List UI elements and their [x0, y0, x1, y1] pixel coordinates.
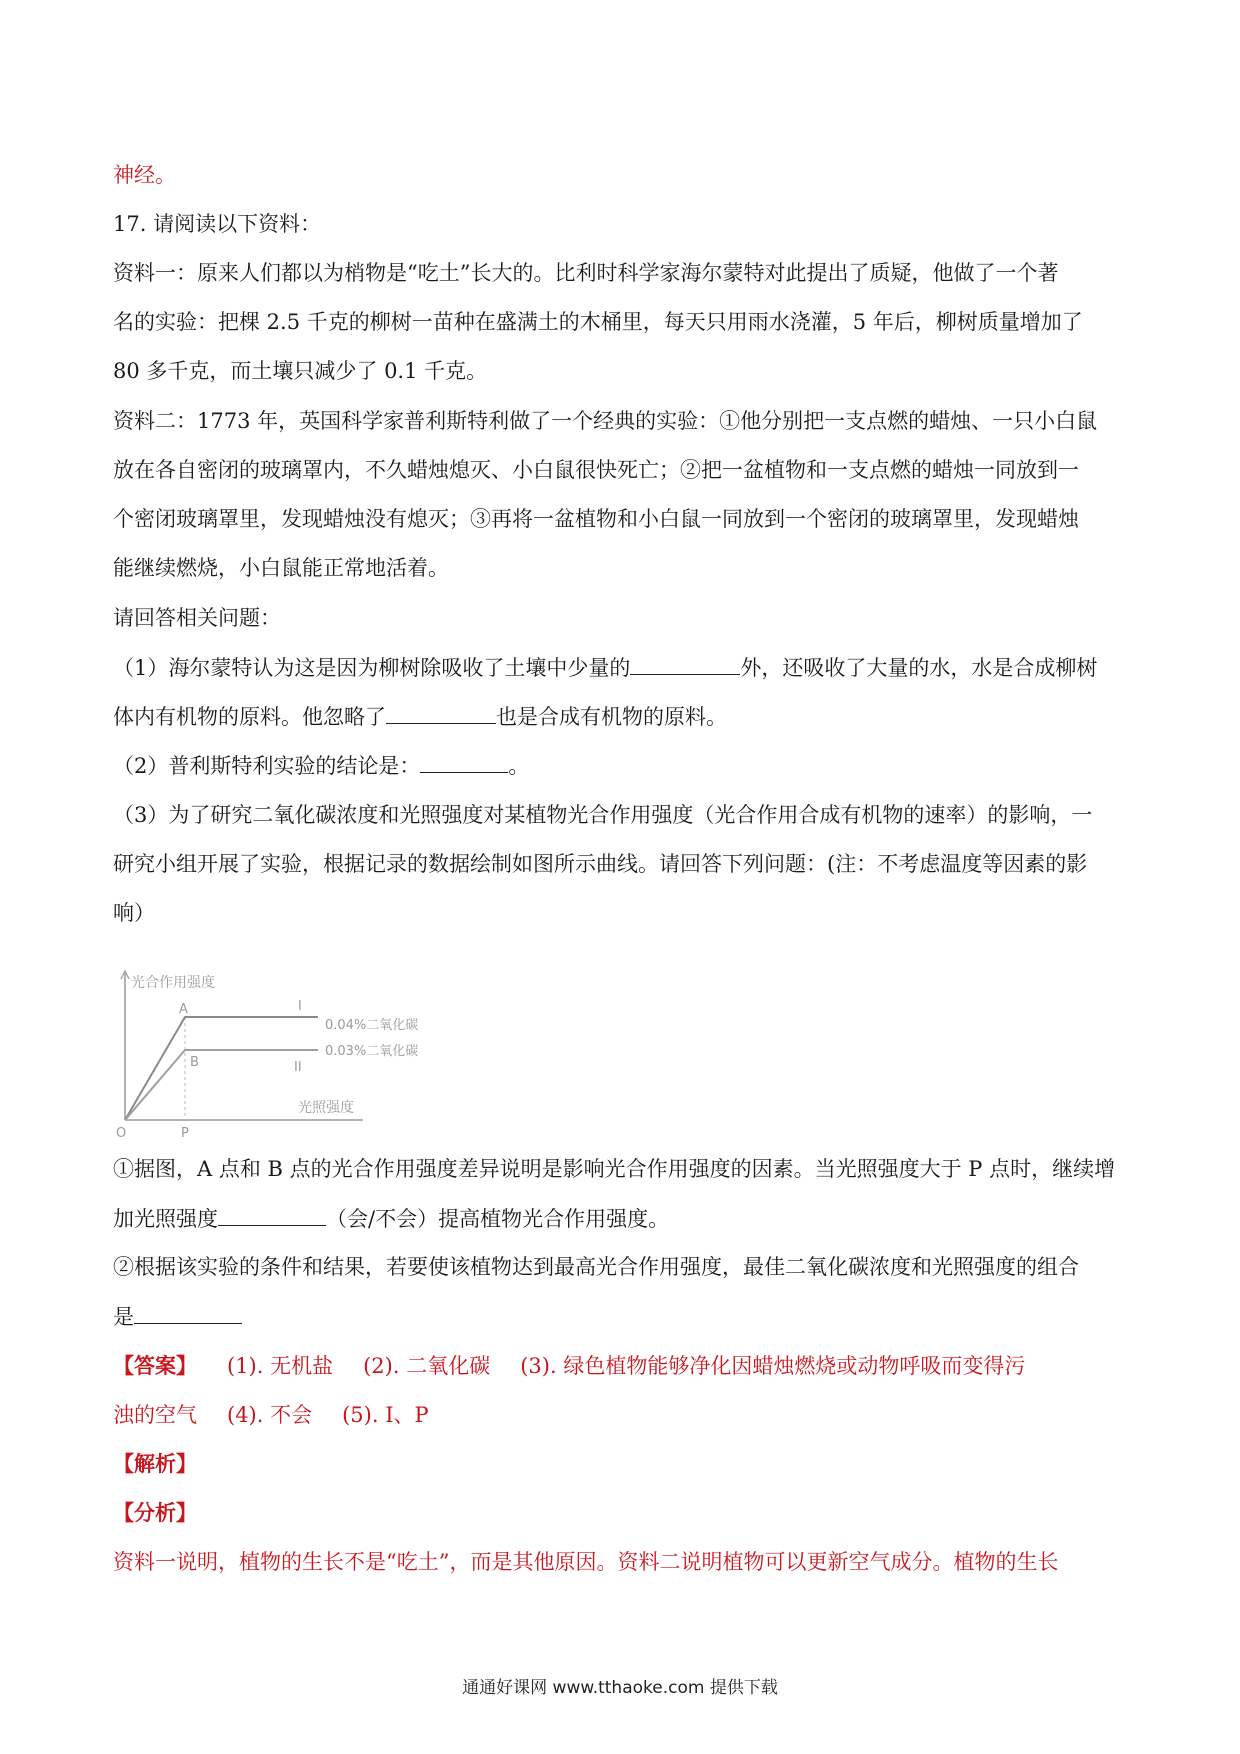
- curve-ii-name: 0.03%二氧化碳: [325, 1044, 419, 1059]
- question-number: 17. 请阅读以下资料：: [113, 212, 322, 236]
- curve-ii: [125, 1050, 318, 1120]
- analysis-subheading: 【分析】: [113, 1500, 197, 1525]
- answer-2: (2). 二氧化碳: [363, 1354, 491, 1378]
- text-line: 能继续燃烧，小白鼠能正常地活着。: [113, 556, 449, 580]
- b-label: B: [190, 1055, 199, 1070]
- curve-i-mark: I: [298, 999, 302, 1014]
- subquestion-2: ②根据该实验的条件和结果，若要使该植物达到最高光合作用强度，最佳二氧化碳浓度和光照强度的组合: [113, 1255, 1079, 1279]
- answer-blank: [134, 1301, 242, 1324]
- a-label: A: [179, 1002, 188, 1017]
- text-line: 资料二：1773 年，英国科学家普利斯特利做了一个经典的实验：①他分别把一支点燃的蜡烛、一只小白鼠: [113, 409, 1098, 433]
- text-line: 放在各自密闭的玻璃罩内，不久蜡烛熄灭、小白鼠很快死亡；②把一盆植物和一支点燃的蜡烛一同放到一: [113, 458, 1079, 482]
- answer-blank: [386, 701, 496, 724]
- photosynthesis-figure: [113, 965, 453, 1140]
- question-2: [113, 750, 529, 781]
- text-line: 神经。: [113, 163, 176, 187]
- question-1-text-c: 体内有机物的原料。他忽略了: [113, 705, 386, 729]
- answer-1: (1). 无机盐: [227, 1354, 334, 1378]
- line-graph: [113, 965, 453, 1140]
- question-2-end: 。: [508, 754, 530, 778]
- answer-line-cont: [113, 1400, 429, 1430]
- question-1-cont: [113, 701, 727, 732]
- p-label: P: [181, 1126, 189, 1140]
- question-1: [113, 652, 1097, 683]
- answer-3: (3). 绿色植物能够净化因蜡烛燃烧或动物呼吸而变得污: [520, 1354, 1026, 1378]
- curve-ii-mark: II: [294, 1060, 302, 1075]
- question-1-text-a: （1）海尔蒙特认为这是因为柳树除吸收了土壤中少量的: [113, 656, 631, 680]
- question-3: （3）为了研究二氧化碳浓度和光照强度对某植物光合作用强度（光合作用合成有机物的速率）的影响，一: [113, 803, 1093, 827]
- answer-4: (4). 不会: [227, 1403, 313, 1427]
- analysis-heading: 【解析】: [113, 1451, 197, 1476]
- text-line: 名的实验：把棵 2.5 千克的柳树一苗种在盛满土的木桶里，每天只用雨水浇灌，5 年后，柳树质量增加了: [113, 310, 1083, 334]
- origin-label: O: [116, 1126, 127, 1140]
- curve-i: [125, 1017, 318, 1120]
- text-line: 个密闭玻璃罩里，发现蜡烛没有熄灭；③再将一盆植物和小白鼠一同放到一个密闭的玻璃罩里，发现蜡烛: [113, 507, 1079, 531]
- answer-label: 【答案】: [113, 1353, 197, 1378]
- x-axis-label: 光照强度: [298, 1100, 354, 1116]
- answer-3-cont: 浊的空气: [113, 1403, 197, 1427]
- text-line: 80 多千克，而土壤只减少了 0.1 千克。: [113, 359, 488, 383]
- curve-i-name: 0.04%二氧化碳: [325, 1018, 419, 1033]
- text-line: 响）: [113, 901, 155, 925]
- question-1-text-b: 外，还吸收了大量的水，水是合成柳树: [740, 656, 1098, 680]
- analysis-text: 资料一说明，植物的生长不是“吃土”，而是其他原因。资料二说明植物可以更新空气成分。植物的生长: [113, 1550, 1059, 1574]
- subquestion-1: ①据图，A 点和 B 点的光合作用强度差异说明是影响光合作用强度的因素。当光照强度大于 P 点时，继续增: [113, 1157, 1116, 1181]
- answer-blank: [218, 1203, 326, 1226]
- subquestion-1-cont: [113, 1203, 669, 1234]
- subquestion-2-cont: [113, 1301, 242, 1332]
- text-line: 请回答相关问题：: [113, 606, 281, 630]
- subquestion-2-text: 是: [113, 1305, 134, 1329]
- text-line: 研究小组开展了实验，根据记录的数据绘制如图所示曲线。请回答下列问题：(注：不考虑温度等因素的影: [113, 852, 1088, 876]
- question-1-text-d: 也是合成有机物的原料。: [496, 705, 727, 729]
- answer-blank: [630, 652, 740, 675]
- page-footer: 通通好课网 www.tthaoke.com 提供下载: [462, 1678, 778, 1698]
- answer-blank: [420, 750, 508, 773]
- answer-line: [113, 1351, 1025, 1381]
- question-2-text: （2）普利斯特利实验的结论是：: [113, 754, 421, 778]
- answer-5: (5). Ⅰ、P: [342, 1403, 429, 1427]
- text-line: 资料一：原来人们都以为梢物是“吃土”长大的。比利时科学家海尔蒙特对此提出了质疑，他做了一个著: [113, 261, 1059, 285]
- subquestion-1-text-a: 加光照强度: [113, 1207, 218, 1231]
- y-axis-label: 光合作用强度: [131, 975, 215, 991]
- subquestion-1-text-b: （会/不会）提高植物光合作用强度。: [326, 1207, 670, 1231]
